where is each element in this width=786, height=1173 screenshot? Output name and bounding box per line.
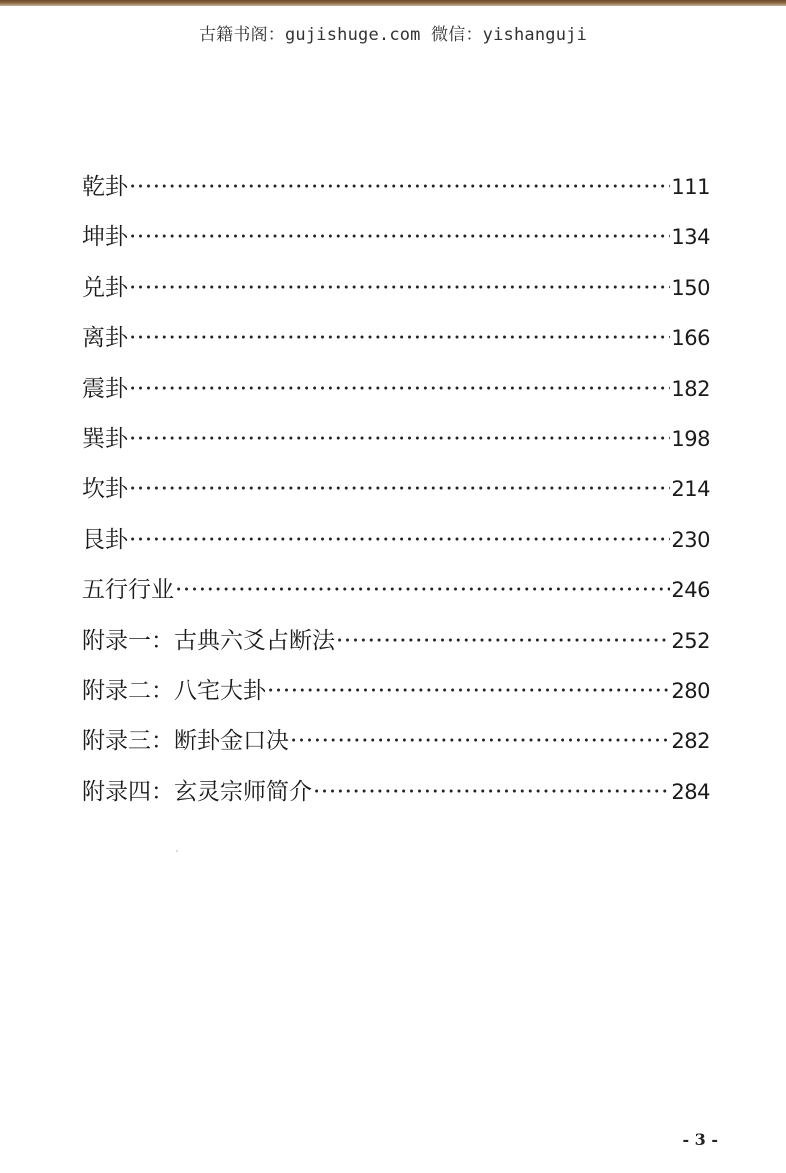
toc-entry-page: 280 <box>671 678 710 703</box>
toc-entry-title: 坤卦 <box>82 224 128 251</box>
toc-entry-title: 附录二：八宅大卦 <box>82 677 266 704</box>
toc-entry-5[interactable] <box>82 370 710 420</box>
toc-entry-7[interactable] <box>82 470 710 520</box>
toc-entry-title: 巽卦 <box>82 425 128 452</box>
page-number: - 3 - <box>682 1130 718 1149</box>
toc-entry-title: 附录四：玄灵宗师简介 <box>82 778 312 805</box>
toc-dot-leader <box>290 728 670 754</box>
toc-entry-page: 214 <box>671 477 710 502</box>
toc-entry-title: 五行行业 <box>82 577 174 604</box>
scan-speck <box>176 850 178 852</box>
toc-entry-title: 兑卦 <box>82 274 128 301</box>
toc-entry-page: 198 <box>671 426 710 451</box>
toc-entry-title: 附录三：断卦金口决 <box>82 728 289 755</box>
toc-entry-6[interactable] <box>82 420 710 470</box>
toc-dot-leader <box>129 527 670 553</box>
toc-entry-page: 166 <box>671 326 710 351</box>
toc-entry-title: 乾卦 <box>82 174 128 200</box>
toc-dot-leader <box>175 577 670 603</box>
toc-entry-page: 182 <box>671 376 710 401</box>
toc-dot-leader <box>129 376 670 402</box>
toc-entry-title: 震卦 <box>82 375 128 402</box>
toc-entry-page: 230 <box>671 527 710 552</box>
toc-entry-page: 252 <box>671 628 710 653</box>
toc-entry-11[interactable] <box>82 672 710 722</box>
toc-dot-leader <box>129 275 670 301</box>
table-of-contents <box>82 168 710 823</box>
toc-entry-2[interactable] <box>82 218 710 268</box>
toc-entry-9[interactable] <box>82 571 710 621</box>
toc-entry-8[interactable] <box>82 521 710 571</box>
toc-entry-page: 282 <box>671 729 710 754</box>
toc-entry-title: 艮卦 <box>82 526 128 553</box>
top-border <box>0 0 786 6</box>
toc-dot-leader <box>129 174 670 200</box>
toc-entry-title: 坎卦 <box>82 476 128 503</box>
toc-entry-12[interactable] <box>82 722 710 772</box>
toc-dot-leader <box>267 678 670 704</box>
toc-entry-page: 111 <box>671 175 710 199</box>
toc-entry-3[interactable] <box>82 269 710 319</box>
watermark-header: 古籍书阁：gujishuge.com 微信：yishanguji <box>198 25 588 45</box>
toc-dot-leader <box>129 325 670 351</box>
toc-entry-page: 284 <box>671 779 710 804</box>
toc-entry-page: 246 <box>671 578 710 603</box>
toc-dot-leader <box>129 426 670 452</box>
toc-entry-page: 134 <box>671 225 710 250</box>
toc-entry-page: 150 <box>671 275 710 300</box>
toc-dot-leader <box>129 476 670 502</box>
toc-dot-leader <box>313 779 670 805</box>
toc-entry-title: 附录一：古典六爻占断法 <box>82 627 335 654</box>
toc-entry-1[interactable] <box>82 168 710 218</box>
toc-entry-10[interactable] <box>82 622 710 672</box>
toc-entry-13[interactable] <box>82 773 710 823</box>
toc-dot-leader <box>336 628 670 654</box>
toc-entry-title: 离卦 <box>82 325 128 352</box>
toc-entry-4[interactable] <box>82 319 710 369</box>
toc-dot-leader <box>129 224 670 250</box>
